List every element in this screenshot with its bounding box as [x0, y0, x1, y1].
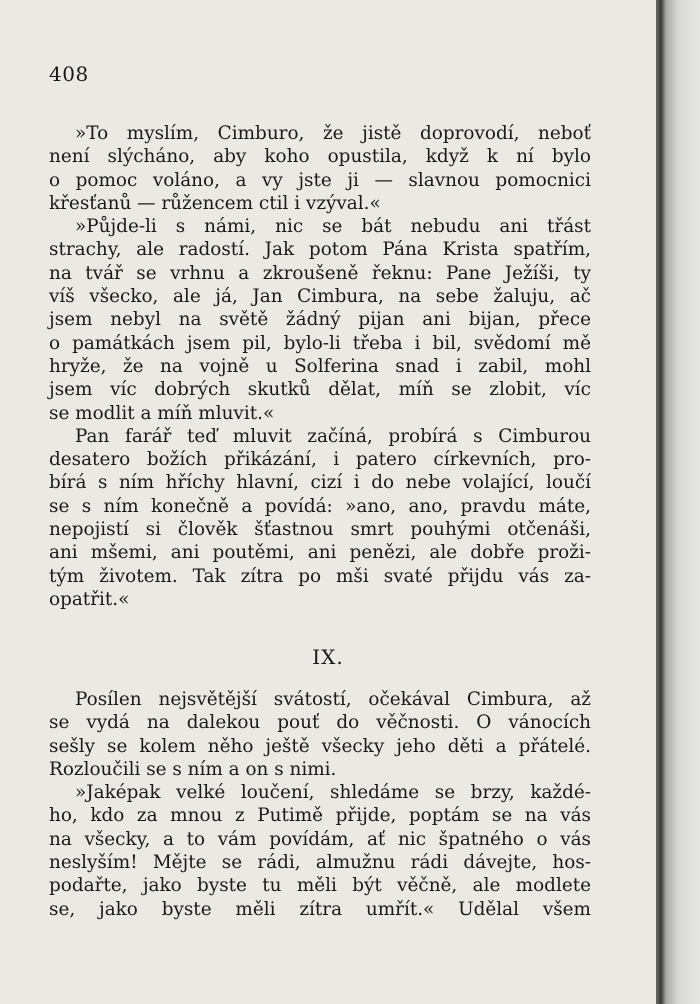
text-line: »Půjde-li s námi, nic se bát nebudu ani třást	[75, 216, 591, 238]
text-line: tým životem. Tak zítra po mši svaté přijdu vás za-	[49, 565, 591, 587]
text-line: nepojistí si člověk šťastnou smrt pouhými otčenáši,	[49, 519, 591, 541]
paragraph	[49, 122, 591, 215]
text-line: »To myslím, Cimburo, že jistě doprovodí, neboť	[75, 123, 591, 144]
text-line: víš všecko, ale já, Jan Cimbura, na sebe žaluju, ač	[49, 286, 591, 308]
paragraph	[49, 781, 591, 921]
text-line: se, jako byste měli zítra umřít.« Udělal všem	[49, 898, 591, 920]
text-line: sešly se kolem něho ještě všecky jeho děti a přátelé.	[49, 735, 591, 757]
text-line: Rozloučili se s ním a on s nimi.	[49, 758, 337, 780]
text-line: strachy, ale radostí. Jak potom Pána Krista spatřím,	[49, 239, 591, 261]
text-line: hryže, že na vojně u Solferina snad i zabil, mohl	[49, 355, 591, 377]
text-line: podařte, jako byste tu měli být věčně, ale modlete	[49, 875, 591, 897]
text-line: není slýcháno, aby koho opustila, když k ní bylo	[49, 146, 591, 168]
text-line: na všecky, a to vám povídám, ať nic špatného o vás	[49, 828, 591, 850]
page-number: 408	[49, 62, 89, 86]
paragraph	[49, 688, 591, 781]
paragraph	[49, 425, 591, 611]
text-line: ani mšemi, ani poutěmi, ani penězi, ale dobře proži-	[49, 542, 591, 564]
text-line: bírá s ním hříchy hlavní, cizí i do nebe volající, loučí	[49, 472, 591, 494]
text-line: »Jaképak velké loučení, shledáme se brzy, každé-	[75, 782, 591, 804]
text-line: křesťanů — růžencem ctil i vzýval.«	[49, 192, 381, 214]
text-line: o pomoc voláno, a vy jste ji — slavnou pomocnici	[49, 169, 591, 191]
book-spine	[656, 0, 700, 1004]
text-line: se s ním konečně a povídá: »ano, ano, pravdu máte,	[49, 495, 591, 517]
paragraph	[49, 215, 591, 425]
text-line: jsem víc dobrých skutků dělat, míň se zlobit, víc	[49, 379, 591, 401]
text-line: se vydá na dalekou pouť do věčnosti. O vánocích	[49, 712, 591, 734]
text-line: se modlit a míň mluvit.«	[49, 402, 275, 424]
text-line: o památkách jsem pil, bylo-li třeba i bil, svědomí mě	[49, 332, 591, 354]
text-line: ho, kdo za mnou z Putimě přijde, poptám se na vás	[49, 805, 591, 827]
text-line: jsem nebyl na světě žádný pijan ani bijan, přece	[49, 309, 591, 331]
text-line: na tvář se vrhnu a zkroušeně řeknu: Pane Ježíši, ty	[49, 262, 591, 284]
text-line: desatero božích přikázání, i patero církevních, pro-	[49, 449, 591, 471]
text-line: neslyším! Mějte se rádi, almužnu rádi dávejte, hos-	[49, 852, 591, 874]
text-line: Posílen nejsvětější svátostí, očekával Cimbura, až	[75, 689, 591, 710]
text-line: opatřit.«	[49, 588, 130, 610]
chapter-heading: IX.	[312, 645, 344, 669]
text-block-bottom	[49, 688, 591, 921]
text-block-top	[49, 122, 591, 611]
text-line: Pan farář teď mluvit začíná, probírá s Cimburou	[75, 425, 591, 447]
